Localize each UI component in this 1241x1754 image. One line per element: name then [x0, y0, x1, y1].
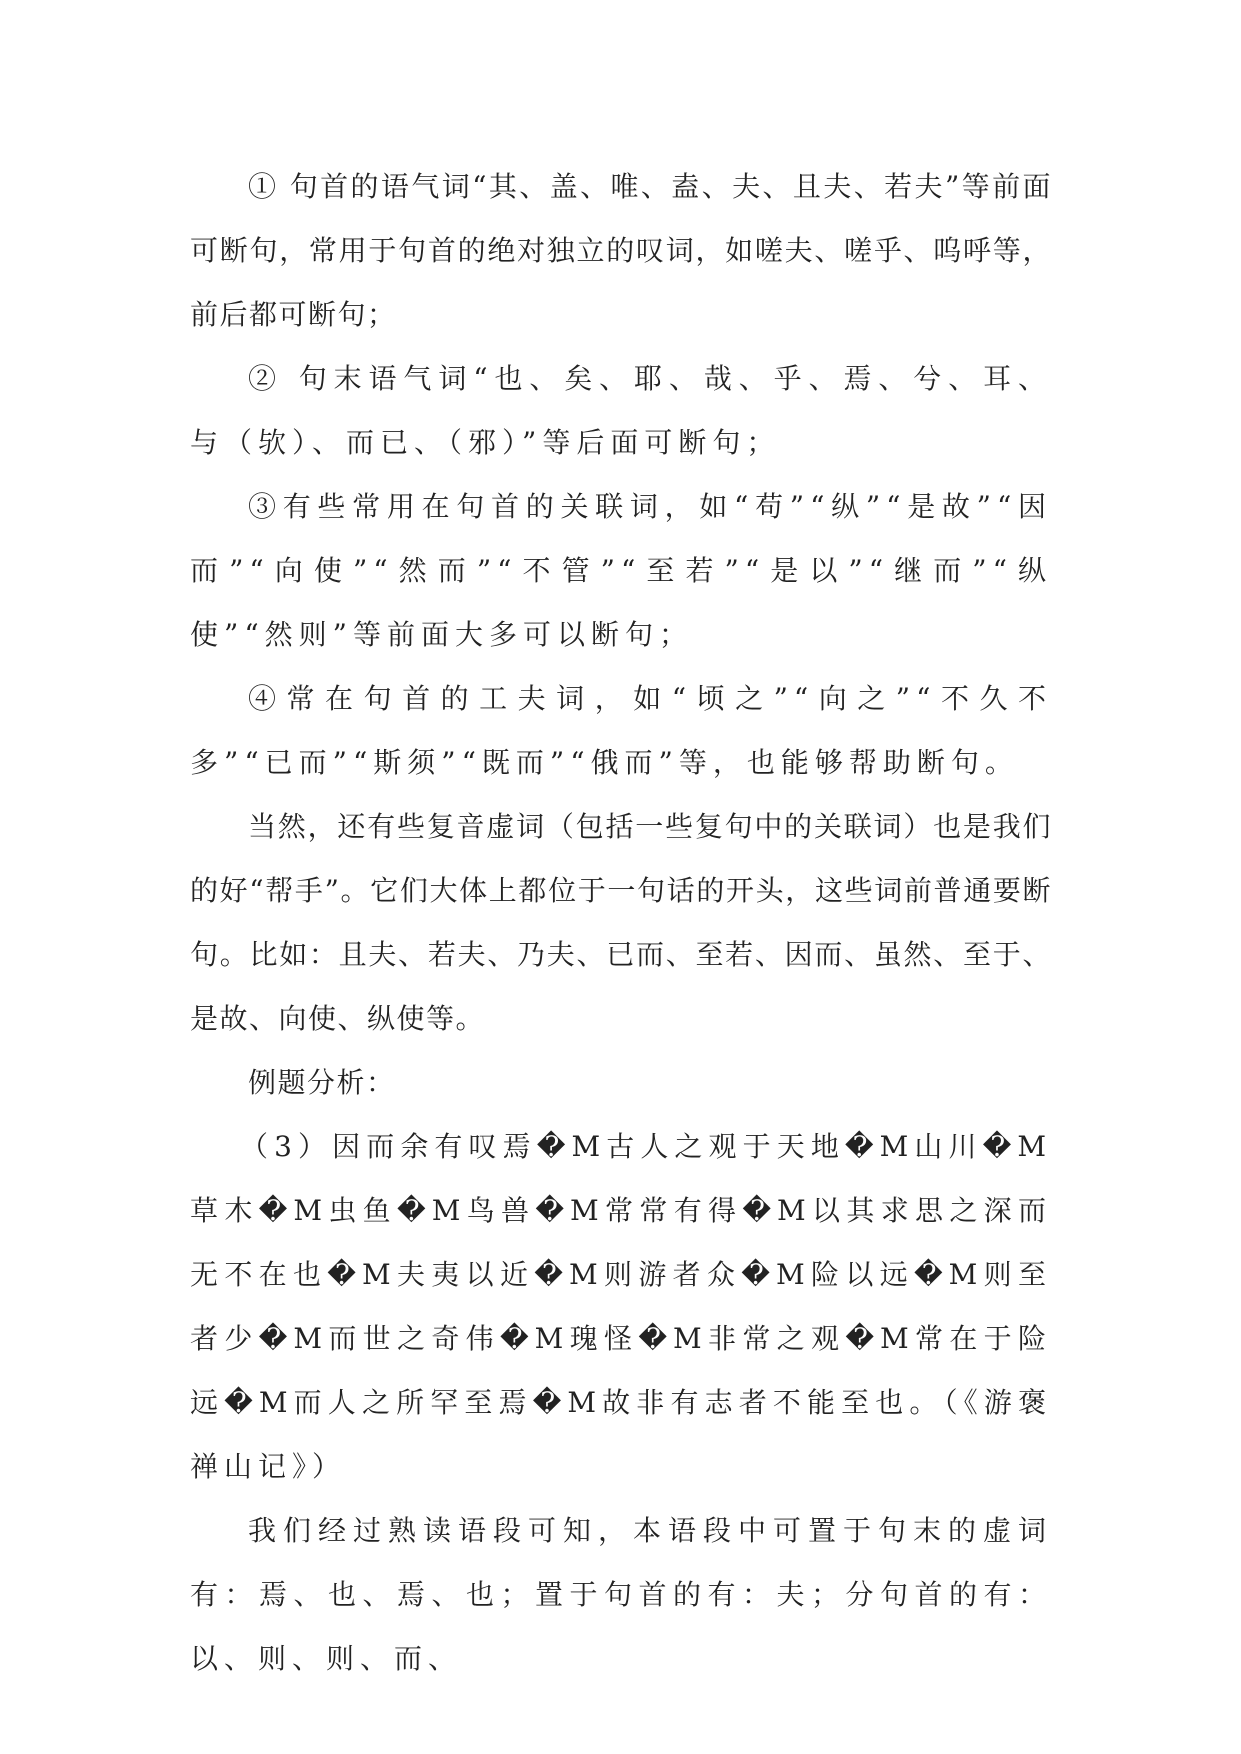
- paragraph-example-heading: 例题分析：: [248, 1066, 396, 1099]
- paragraph-sentence-final-particles: ② 句末语气词“也、矣、耶、哉、乎、焉、兮、耳、与（欤）、而已、（邪）”等后面可断句；: [190, 362, 1052, 459]
- paragraph-analysis: 我们经过熟读语段可知，本语段中可置于句末的虚词有：焉、也、焉、也；置于句首的有：夫；分句首的有：以、则、则、而、: [190, 1514, 1052, 1675]
- paragraph-compound-function-words: 当然，还有些复音虚词（包括一些复句中的关联词）也是我们的好“帮手”。它们大体上都位于一句话的开头，这些词前普通要断句。比如：且夫、若夫、乃夫、已而、至若、因而、虽然、至于、是故、向使、纵使等。: [190, 810, 1052, 1035]
- paragraph-conjunctions: ③有些常用在句首的关联词，如“苟”“纵”“是故”“因而”“向使”“然而”“不管”“至若”“是以”“继而”“纵使”“然则”等前面大多可以断句；: [190, 490, 1052, 651]
- document-body: [190, 155, 1052, 1691]
- paragraph-sentence-initial-particles: ① 句首的语气词“其、盖、唯、盍、夫、且夫、若夫”等前面可断句，常用于句首的绝对独立的叹词，如嗟夫、嗟乎、呜呼等，前后都可断句；: [190, 170, 1052, 331]
- paragraph-example-passage: （3）因而余有叹焉�M古人之观于天地�M山川�M草木�M虫鱼�M鸟兽�M常常有得�M以其求思之深而无不在也�M夫夷以近�M则游者众�M险以远�M则至者少�M而世之奇伟�M瑰怪�M非常之观�M常在于险远�M而人之所罕至焉�M故非有志者不能至也。（《游褒禅山记》）: [190, 1130, 1052, 1483]
- paragraph-time-words: ④常在句首的工夫词，如“顷之”“向之”“不久不多”“已而”“斯须”“既而”“俄而”等，也能够帮助断句。: [190, 682, 1052, 779]
